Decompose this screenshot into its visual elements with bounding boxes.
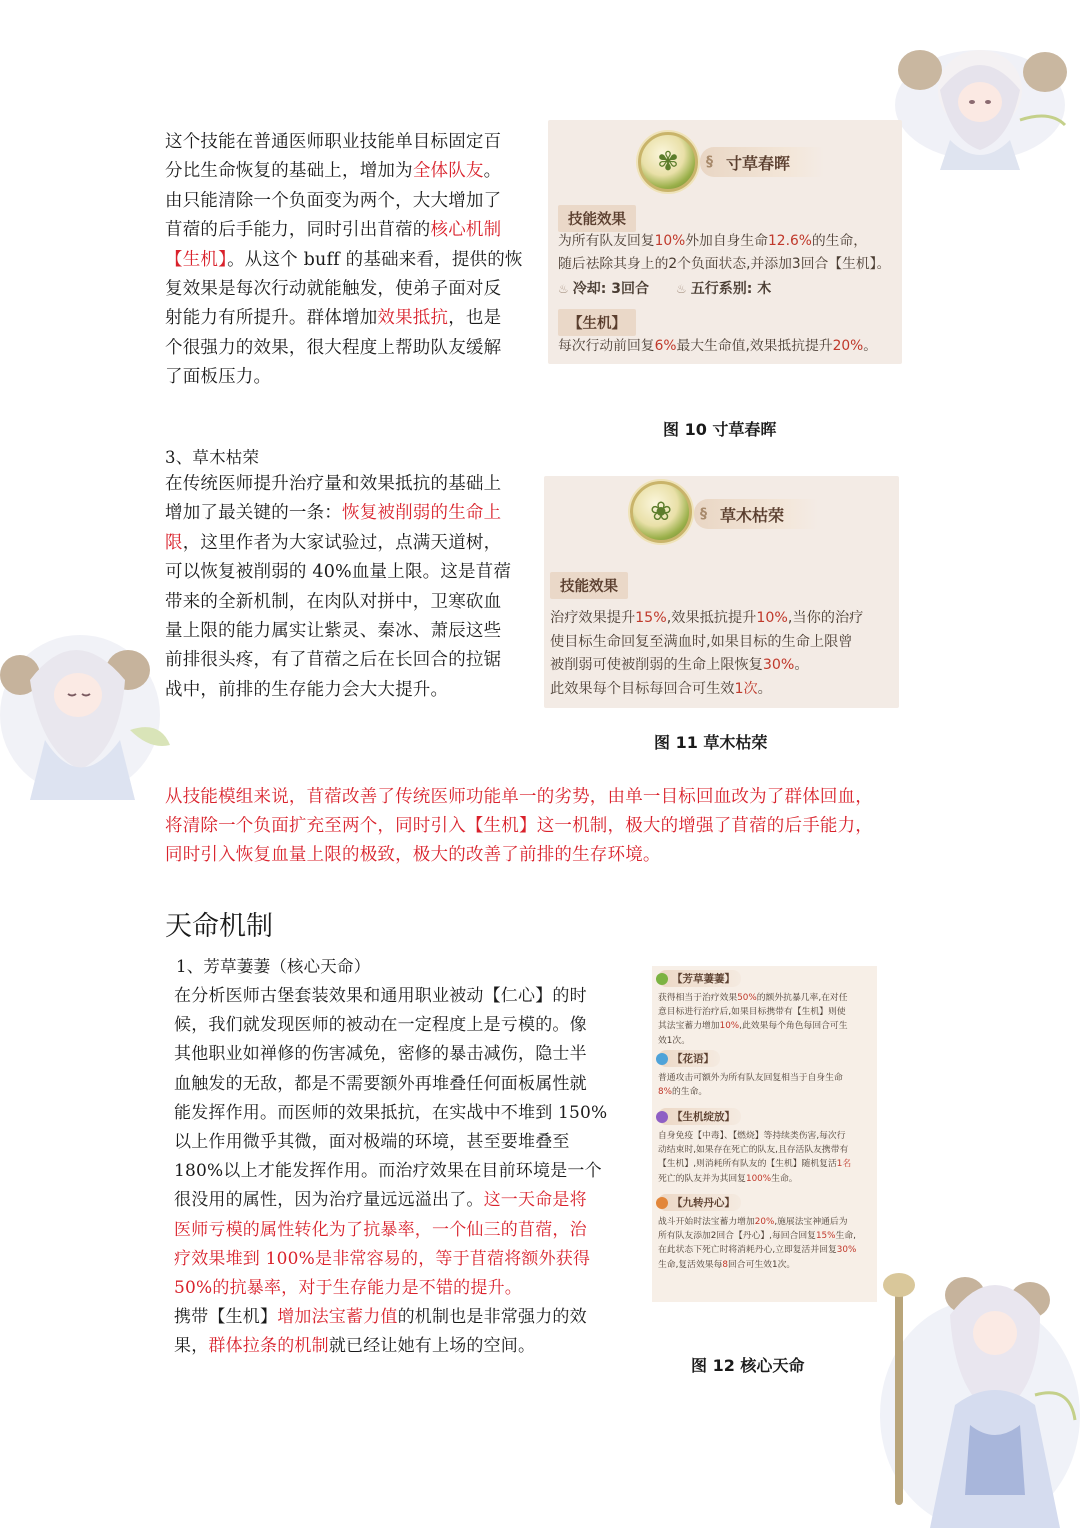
tag-skill-effect: 技能效果: [558, 205, 636, 232]
text-segment: 1次: [734, 680, 758, 697]
text-segment: 的生命，: [811, 233, 868, 249]
text-line: [558, 230, 890, 253]
flame-icon: ♨: [558, 282, 569, 296]
text-line: [165, 275, 523, 304]
text-line: [658, 1157, 851, 1171]
text-segment: 携带【生机】: [174, 1307, 278, 1328]
text-segment: 就已经让她有上场的空间。: [328, 1336, 536, 1357]
skill-name: 寸草春晖: [726, 153, 791, 173]
text-segment: 在传统医师提升治疗量和效果抵抗的基础上: [165, 474, 502, 494]
text-segment: 10%: [654, 233, 686, 249]
text-line: [165, 187, 523, 216]
text-segment: 8: [722, 1259, 728, 1270]
text-segment: 15%: [815, 1231, 836, 1242]
text-segment: 带来的全新机制，在肉队对拼中，卫寒砍血: [165, 591, 502, 612]
text-segment: ，这里作者为大家试验过，点满天道树，: [182, 532, 502, 553]
text-line: [174, 1070, 607, 1099]
destiny-tag-label: 【生机绽放】: [672, 1111, 735, 1123]
text-line: [165, 617, 511, 646]
text-line: [658, 1034, 848, 1048]
tag-skill-effect: 技能效果: [550, 572, 628, 599]
skill-name-ribbon: [694, 499, 818, 529]
section-heading-caomu-kurong: 3、草木枯荣: [165, 448, 260, 467]
text-line: [658, 1258, 856, 1272]
destiny-text: [658, 1071, 843, 1099]
text-line: [174, 1216, 607, 1245]
tag-buff-shengji: 【生机】: [558, 309, 636, 336]
text-line: [550, 678, 863, 702]
text-segment: 限: [165, 532, 183, 553]
text-segment: 果，: [174, 1336, 209, 1357]
paragraph-skill-caomu: [165, 470, 511, 705]
text-segment: 血触发的无敌，都是不需要额外再堆叠任何面板属性就: [174, 1073, 587, 1094]
figure-caption-12: 图 12 核心天命: [691, 1356, 805, 1375]
text-segment: 其法宝蓄力增加: [658, 1021, 720, 1032]
text-line: [550, 654, 863, 678]
destiny-text: [658, 1215, 856, 1272]
text-segment: 【生机】,则消耗所有队友的【生机】随机复活: [658, 1159, 837, 1170]
destiny-tag: [658, 1108, 741, 1125]
element-label: ♨ 五行系别: 木: [676, 281, 772, 297]
text-line: [658, 1005, 848, 1019]
destiny-card: [652, 966, 877, 1302]
text-line: [658, 1129, 851, 1143]
text-line: [165, 529, 511, 558]
destiny-tag-label: 【芳草萋萋】: [672, 973, 735, 985]
text-line: [165, 676, 511, 705]
text-line: [174, 1332, 607, 1361]
text-segment: 20%: [832, 338, 864, 354]
text-line: [165, 499, 511, 528]
text-segment: 战斗开始时法宝蓄力增加: [658, 1217, 755, 1227]
text-segment: 治疗效果提升: [550, 610, 636, 626]
text-segment: 苜蓿的后手能力，同时引出苜蓿的: [165, 220, 431, 241]
text-segment: 在此状态下死亡时将消耗丹心,立即复活并回复: [658, 1245, 837, 1256]
text-segment: ,当你的治疗: [787, 610, 864, 626]
text-segment: 的额外抗暴几率,在对任: [756, 993, 848, 1003]
text-segment: 1名: [836, 1159, 852, 1170]
text-segment: 增加法宝蓄力值: [277, 1307, 398, 1328]
text-segment: 可以恢复被削弱的 40%血量上限。这是苜蓿: [165, 562, 512, 583]
text-segment: ,施展法宝神通后为: [774, 1217, 848, 1227]
text-segment: 量上限的能力属实让紫灵、秦冰、萧辰这些: [165, 621, 502, 642]
text-segment: 医师亏模的属性转化为了抗暴率，一个仙三的苜蓿，治: [174, 1219, 587, 1240]
text-line: [174, 982, 607, 1011]
text-segment: 生命,: [835, 1231, 856, 1242]
text-segment: 这个技能在普通医师职业技能单目标固定百: [165, 132, 502, 152]
text-segment: 射能力有所提升。群体增加: [165, 308, 378, 329]
text-line: [174, 1040, 607, 1069]
destiny-tag-label: 【九转丹心】: [672, 1197, 735, 1209]
text-line: [174, 1099, 607, 1128]
text-segment: 很没用的属性，因为治疗量远远溢出了。: [174, 1190, 484, 1211]
text-segment: 能发挥作用。而医师的效果抵抗，在实战中不堆到 150%: [174, 1102, 608, 1123]
text-segment: ,效果抵抗提升: [666, 610, 757, 626]
text-segment: 群体拉条的机制: [208, 1336, 329, 1357]
text-segment: 其他职业如禅修的伤害减免，密修的暴击减伤，隐士半: [174, 1044, 587, 1065]
text-segment: 。: [794, 657, 809, 673]
text-segment: 战中，前排的生存能力会大大提升。: [165, 679, 449, 700]
text-segment: 核心机制: [430, 220, 502, 241]
text-line: [174, 1274, 607, 1303]
gem-icon: [656, 1053, 668, 1065]
effect-text: [550, 607, 863, 701]
destiny-text: [658, 1129, 851, 1186]
text-line: [165, 363, 523, 392]
text-line: [658, 1243, 856, 1257]
text-segment: 以上作用微乎其微，面对极端的环境，甚至要堆叠至: [174, 1132, 570, 1153]
destiny-tag: [658, 970, 741, 987]
cooldown-label: ♨ 冷却: 3回合: [558, 281, 649, 297]
text-line: [550, 631, 863, 655]
buff-text: [558, 335, 877, 358]
text-line: [165, 470, 511, 499]
gem-icon: [656, 973, 668, 985]
skill-name-ribbon: [700, 147, 824, 177]
text-line: [558, 253, 890, 276]
text-line: [658, 991, 848, 1005]
text-line: [658, 1019, 848, 1033]
figure-caption-10: 图 10 寸草春晖: [663, 420, 777, 439]
text-segment: 【生机】: [165, 249, 228, 270]
text-segment: 最大生命值,效果抵抗提升: [676, 338, 833, 354]
skill-card-caomu-kurong: [544, 476, 899, 708]
text-line: [174, 1011, 607, 1040]
text-segment: 12.6%: [768, 233, 812, 249]
text-segment: 100%: [745, 1173, 772, 1184]
text-segment: 为所有队友回复: [558, 233, 655, 249]
destiny-tag-label: 【花语】: [672, 1053, 714, 1065]
summary-paragraph: [165, 783, 873, 870]
text-segment: 所有队友添加2回合【丹心】,每回合回复: [658, 1231, 816, 1242]
text-segment: 的生命。: [671, 1087, 708, 1098]
text-segment: 的机制也是非常强力的效: [397, 1307, 587, 1328]
text-line: [174, 1186, 607, 1215]
text-line: [165, 157, 523, 186]
text-segment: 普通攻击可额外为所有队友回复相当于自身生命: [658, 1073, 843, 1083]
text-segment: 恢复被削弱的生命上: [342, 503, 502, 524]
text-segment: 180%以上才能发挥作用。而治疗效果在目前环境是一个: [174, 1161, 602, 1182]
text-line: [165, 558, 511, 587]
text-line: [174, 1157, 607, 1186]
text-line: [658, 1215, 856, 1229]
text-line: [658, 1229, 856, 1243]
text-segment: 每次行动前回复: [558, 338, 655, 354]
text-segment: 回合可生效1次。: [727, 1259, 796, 1270]
text-segment: 。: [483, 161, 502, 182]
skill-card-cuncao-chunhui: [548, 120, 902, 364]
text-segment: 疗效果堆到 100%是非常容易的，等于苜蓿将额外获得: [174, 1248, 591, 1269]
text-segment: 意目标进行治疗后,如果目标携带有【生机】则使: [658, 1007, 846, 1018]
text-segment: 效1次。: [658, 1035, 690, 1046]
section-title-tianming: 天命机制: [165, 911, 273, 942]
text-segment: 30%: [762, 657, 795, 673]
figure-caption-11: 图 11 草木枯荣: [654, 733, 768, 752]
text-segment: 在分析医师古堡套装效果和通用职业被动【仁心】的时: [174, 986, 587, 1006]
gem-icon: [656, 1197, 668, 1209]
paragraph-core-destiny: [174, 982, 607, 1362]
text-line: [165, 246, 523, 275]
text-segment: 15%: [635, 610, 667, 626]
text-segment: 生命。: [771, 1173, 798, 1184]
paragraph-skill-cuncao: [165, 128, 523, 393]
text-segment: 此效果每个目标每回合可生效: [550, 680, 735, 697]
text-segment: 动结束时,如果存在死亡的队友,且存活队友携带有: [658, 1145, 849, 1156]
text-line: [165, 588, 511, 617]
text-segment: 这一天命是将: [483, 1190, 587, 1211]
text-line: [174, 1128, 607, 1157]
text-line: [165, 334, 523, 363]
text-line: [165, 128, 523, 157]
text-line: [165, 216, 523, 245]
text-segment: ，也是: [448, 308, 502, 329]
clover-emblem-icon: ✾: [638, 132, 698, 192]
text-line: [165, 646, 511, 675]
text-segment: 30%: [836, 1245, 857, 1256]
text-line: [658, 1172, 851, 1186]
text-segment: 。: [757, 680, 772, 697]
text-segment: 10%: [756, 610, 788, 626]
text-line: [165, 304, 523, 333]
text-segment: 。从这个 buff 的基础来看，提供的恢: [227, 249, 523, 270]
section-heading-fangcao: 1、芳草萋萋（核心天命）: [176, 957, 371, 976]
text-segment: 效果抵抗: [377, 308, 449, 329]
flame-icon: ♨: [676, 282, 687, 296]
text-segment: 使目标生命回复至满血时,如果目标的生命上限曾: [550, 633, 853, 650]
text-segment: 20%: [754, 1217, 775, 1227]
destiny-tag: [658, 1050, 720, 1067]
text-segment: 个很强力的效果，很大程度上帮助队友缓解: [165, 337, 502, 358]
text-line: [658, 1085, 843, 1099]
text-segment: 候，我们就发现医师的被动在一定程度上是亏模的。像: [174, 1015, 587, 1036]
text-line: [550, 607, 863, 631]
text-segment: 全体队友: [412, 161, 484, 182]
text-segment: 前排很头疼，有了苜蓿之后在长回合的拉锯: [165, 650, 502, 671]
text-line: [174, 1245, 607, 1274]
summary-line: 从技能模组来说，苜蓿改善了传统医师功能单一的劣势，由单一目标回血改为了群体回血，: [165, 787, 873, 807]
summary-line: 将清除一个负面扩充至两个，同时引入【生机】这一机制，极大的增强了苜蓿的后手能力，: [165, 816, 873, 836]
text-segment: 6%: [654, 338, 677, 354]
text-segment: ,此效果每个角色每回合可生: [739, 1021, 848, 1032]
text-segment: 。: [863, 338, 878, 354]
text-segment: 10%: [719, 1021, 740, 1032]
text-segment: 死亡的队友并为其回复: [658, 1173, 746, 1184]
text-segment: 被削弱可使被削弱的生命上限恢复: [550, 657, 763, 673]
text-line: [174, 1303, 607, 1332]
skill-name: 草木枯荣: [720, 505, 785, 525]
text-line: [658, 1071, 843, 1085]
destiny-tag: [658, 1194, 741, 1211]
text-line: [658, 1143, 851, 1157]
text-segment: 增加了最关键的一条：: [165, 503, 342, 524]
effect-text: [558, 230, 890, 276]
swirl-icon: §: [706, 154, 713, 170]
swirl-icon: §: [700, 506, 707, 522]
text-segment: 分比生命恢复的基础上，增加为: [165, 161, 413, 182]
text-segment: 自身免疫【中毒】、【燃烧】等持续类伤害,每次行: [658, 1131, 846, 1141]
text-segment: 8%: [658, 1087, 672, 1098]
text-segment: 复效果是每次行动就能触发，使弟子面对反: [165, 279, 502, 300]
leaf-emblem-icon: ❀: [630, 481, 692, 543]
text-segment: 外加自身生命: [685, 233, 769, 249]
chibi-character-illustration-top-right: [880, 30, 1080, 170]
gem-icon: [656, 1111, 668, 1123]
text-segment: 获得相当于治疗效果: [658, 993, 738, 1003]
destiny-text: [658, 991, 848, 1048]
text-line: [558, 335, 877, 358]
text-segment: 了面板压力。: [165, 367, 272, 388]
text-segment: 由只能清除一个负面变为两个，大大增加了: [165, 190, 502, 211]
text-segment: 随后祛除其身上的2个负面状态,并添加3回合【生机】。: [558, 256, 891, 272]
chibi-character-illustration-bottom-right: [855, 1255, 1080, 1528]
summary-line: 同时引入恢复血量上限的极致，极大的改善了前排的生存环境。: [165, 845, 661, 865]
text-segment: 50%的抗暴率，对于生存能力是不错的提升。: [174, 1278, 522, 1299]
text-segment: 生命,复活效果每: [658, 1259, 723, 1270]
chibi-character-illustration-left: [0, 620, 175, 800]
text-segment: 50%: [737, 993, 757, 1003]
